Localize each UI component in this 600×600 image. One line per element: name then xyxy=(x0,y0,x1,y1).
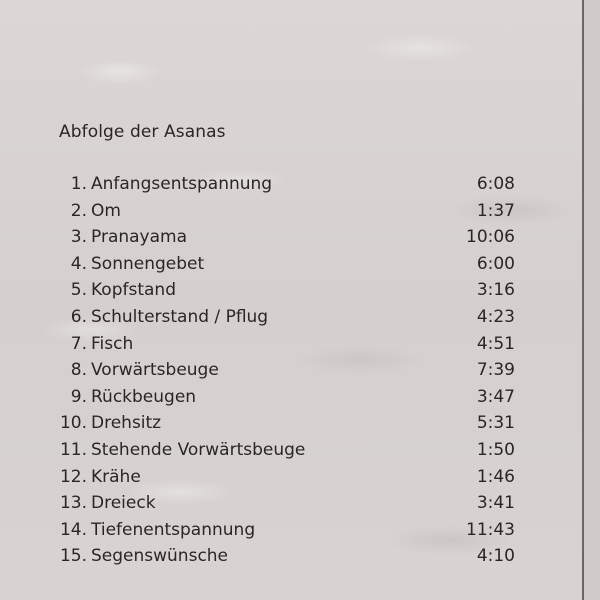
track-duration: 5:31 xyxy=(476,413,515,434)
track-title: Fisch xyxy=(91,333,134,354)
track-row xyxy=(59,360,515,387)
track-row xyxy=(59,174,515,201)
track-number: 15. xyxy=(59,546,87,567)
track-number: 11. xyxy=(59,439,87,460)
track-duration: 3:41 xyxy=(476,493,515,514)
track-row xyxy=(59,227,515,254)
track-row xyxy=(59,413,515,440)
track-duration: 3:47 xyxy=(476,386,515,407)
cover-spine-strip xyxy=(584,0,600,600)
track-title: Sonnengebet xyxy=(91,253,205,274)
track-row xyxy=(59,201,515,228)
track-number: 6. xyxy=(70,306,87,327)
track-duration: 1:46 xyxy=(476,466,515,487)
track-title: Anfangsentspannung xyxy=(91,174,273,194)
track-title: Vorwärtsbeuge xyxy=(91,360,219,381)
track-row xyxy=(59,467,515,494)
track-duration: 1:37 xyxy=(476,200,515,221)
track-duration: 3:16 xyxy=(476,280,515,301)
track-title: Schulterstand / Pflug xyxy=(91,306,269,327)
track-number: 8. xyxy=(70,360,87,381)
track-number: 9. xyxy=(70,386,87,407)
track-title: Rückbeugen xyxy=(91,386,197,407)
track-row xyxy=(59,387,515,414)
track-number: 10. xyxy=(59,413,87,434)
track-title: Stehende Vorwärtsbeuge xyxy=(91,439,306,460)
track-number: 14. xyxy=(59,519,87,540)
track-row xyxy=(59,334,515,361)
track-duration: 4:51 xyxy=(476,333,515,354)
track-duration: 6:00 xyxy=(476,253,515,274)
track-duration: 4:10 xyxy=(476,546,515,567)
track-row xyxy=(59,280,515,307)
track-title: Dreieck xyxy=(91,493,156,514)
track-row xyxy=(59,307,515,334)
track-number: 3. xyxy=(70,227,87,248)
track-title: Tiefenentspannung xyxy=(91,519,256,540)
track-row xyxy=(59,254,515,281)
track-list xyxy=(59,174,515,573)
track-duration: 11:43 xyxy=(466,519,515,540)
track-title: Pranayama xyxy=(91,227,188,248)
track-row xyxy=(59,493,515,520)
page-title: Abfolge der Asanas xyxy=(59,122,226,142)
track-title: Segenswünsche xyxy=(91,546,229,567)
track-duration: 1:50 xyxy=(476,439,515,460)
track-number: 5. xyxy=(70,280,87,301)
track-title: Drehsitz xyxy=(91,413,162,434)
track-number: 2. xyxy=(70,200,87,221)
track-title: Kopfstand xyxy=(91,280,176,301)
track-number: 1. xyxy=(70,174,87,194)
track-duration: 10:06 xyxy=(466,227,515,248)
track-number: 13. xyxy=(59,493,87,514)
track-duration: 4:23 xyxy=(476,306,515,327)
track-row xyxy=(59,440,515,467)
track-number: 12. xyxy=(59,466,87,487)
track-duration: 7:39 xyxy=(476,360,515,381)
track-row xyxy=(59,546,515,573)
track-row xyxy=(59,520,515,547)
track-title: Om xyxy=(91,200,121,221)
track-duration: 6:08 xyxy=(476,174,515,194)
track-number: 4. xyxy=(70,253,87,274)
track-number: 7. xyxy=(70,333,87,354)
track-title: Krähe xyxy=(91,466,141,487)
